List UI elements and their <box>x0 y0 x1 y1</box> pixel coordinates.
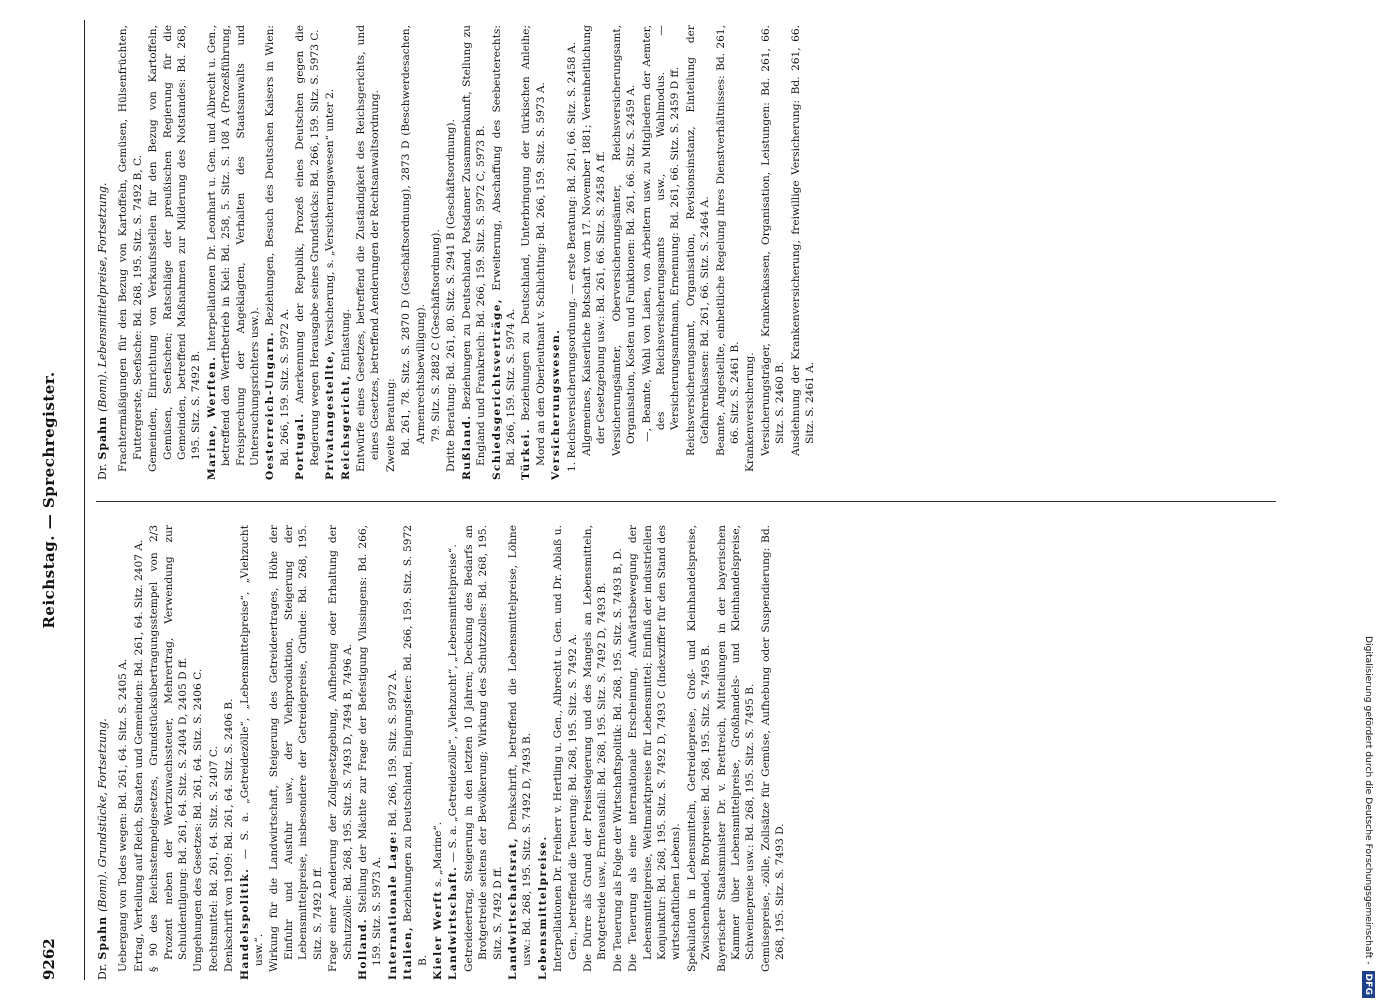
entry-text: Bd. 266, 159. Sitz. S. 5972 A. <box>386 669 399 831</box>
register-entry <box>626 525 684 980</box>
entry-text: Wirkung für die Landwirtschaft, Steigerung des Getreideertrages, Höhe der Einfuhr und Ausfuhr usw., der Viehproduktion, Steigerung der Lebensmittelpreise, insbesondere der Getreidepreise, Gründe: Bd. 268, 195. Sitz. S. 7492 D ff. <box>268 525 324 972</box>
entry-text: Beziehungen zu Deutschland, Einigungsfeier: Bd. 266, 159. Sitz. S. 5972 B. <box>402 525 429 966</box>
register-entry <box>222 525 236 980</box>
entry-text: Allgemeines, Kaiserliche Botschaft vom 17. November 1881; Vereinheitlichung der Gesetzgebung usw.: Bd. 261, 66. Sitz. S. 2458 A ff. <box>581 25 608 456</box>
register-entry <box>640 25 683 480</box>
entry-keyword: Reichsgericht, <box>339 374 352 480</box>
dfg-logo: DFG <box>1362 971 1375 998</box>
entry-text: Die Dürre als Grund der Preissteigerung und des Mangels an Lebensmitteln, Brotgetreide usw., Ernteausfall: Bd. 268, 195. Sitz. S. 7492 D, 7493 B. <box>582 525 609 972</box>
right-heading-name: Spahn <box>96 415 109 460</box>
right-heading-rest: (Bonn). Lebensmittelpreise, Fortsetzung. <box>96 182 109 412</box>
entry-text: Zweite Beratung: <box>384 378 397 472</box>
entry-text: Erweiterung, Abschaffung des Seebeuterechts: Bd. 266, 159. Sitz. S. 5974 A. <box>490 25 517 466</box>
entry-text: Die Teuerung als eine internationale Erscheinung, Aufwärtsbewegung der Lebensmittelpreise, Weltmarktpreise für Lebensmittel; Einfluß der industriellen Konjunktur: Bd. 268, 195. Sitz. S. 7492 D, 7493 C (Indexziffer für den Stand des wirtschaftlichen Lebens). <box>627 525 683 972</box>
entry-text: Rechtsmittel: Bd. 261, 64. Sitz. S. 2407 C. <box>207 746 220 972</box>
entry-text: Uebergang von Todes wegen: Bd. 261, 64. Sitz. S. 2405 A. <box>117 658 130 972</box>
register-entry <box>116 25 145 480</box>
entry-text: Bayerischer Staatsminister Dr. v. Brettreich, Mitteilungen in der bayerischen Kammer über Lebensmittelpreise, Großhandels- und Kleinhandelspreise, Schweinepreise usw.: Bd. 268, 195. Sitz. S. 7495 B. <box>715 525 757 972</box>
credit-text: Digitalisierung gefördert durch die Deutsche Forschungsgemeinschaft - <box>1363 635 1374 965</box>
register-entry <box>714 25 743 480</box>
entry-text: Bd. 261, 78. Sitz. S. 2870 D (Geschäftsordnung), 2873 D (Beschwerdesachen, Armenrechtsbewilligung). <box>400 25 427 456</box>
entry-keyword: Privatangestellte, <box>324 349 337 480</box>
entry-text: Stellung der Mächte zur Frage der Befestigung Vlissingens: Bd. 266, 159. Sitz. S. 5973 A. <box>356 525 384 966</box>
entry-text: Beziehungen zu Deutschland, Unterbringung der türkischen Anleihe; Mord an den Oberleutnant v. Schlichting: Bd. 266, 159. Sitz. S. 5973 A. <box>520 25 547 466</box>
register-entry <box>759 25 788 480</box>
entry-text: § 90 des Reichsstempelgesetzes, Grundstücksübertragungsstempel von 2/3 Prozent neben der Wertzuwachssteuer, Mehrertrag, Verwendung zur Schuldentilgung: Bd. 261, 64. Sitz. S. 2404 D, 2405 D ff. <box>148 525 190 972</box>
left-heading-name: Spahn <box>96 915 109 960</box>
register-entry <box>789 25 818 480</box>
register-entry <box>684 25 713 480</box>
register-entry <box>490 25 519 480</box>
register-entry <box>386 525 400 980</box>
register-entry <box>401 525 430 980</box>
entry-text: Entlastung. <box>339 308 352 375</box>
entry-text: Versicherung, s. „Versicherungswesen“ unter 2. <box>324 88 337 350</box>
entry-text: Versicherungsämter, Oberversicherungsämter, Reichsversicherungsamt, Organisation, Kosten und Funktionen: Bd. 261, 66. Sitz. S. 2459 A. <box>610 25 638 456</box>
left-heading-rest: (Bonn). Grundstücke, Fortsetzung. <box>96 718 109 912</box>
left-column-heading <box>96 525 110 980</box>
register-entry <box>354 25 383 480</box>
entry-text: Denkschrift von 1909: Bd. 261, 64. Sitz. S. 2406 B. <box>223 698 236 972</box>
entry-text: Beziehungen, Besuch des Deutschen Kaisers in Wien: Bd. 266, 159. Sitz. S. 5972 A. <box>264 25 291 466</box>
register-entry <box>399 25 428 480</box>
entry-keyword: Kieler Werft <box>431 890 444 980</box>
entry-text: Die Teuerung als Folge der Wirtschaftspolitik: Bd. 268, 195. Sitz. S. 7493 B, D. <box>611 548 624 972</box>
entry-text: — S. a. „Getreidezölle“, „Lebensmittelpreise“, „Viehzucht usw.“. <box>238 525 266 966</box>
register-entry <box>147 525 190 980</box>
entry-text: Umgehungen des Gesetzes: Bd. 261, 64. Sitz. S. 2406 C. <box>192 668 205 972</box>
register-entry <box>384 25 398 480</box>
entry-text: Entwürfe eines Gesetzes, betreffend die Zuständigkeit des Reichsgerichts, und eines Gesetzes, betreffend Aenderungen der Rechtsanwaltsordnung. <box>354 25 382 472</box>
entry-text: s. „Marine“. <box>431 821 444 891</box>
entry-text: Dritte Beratung: Bd. 261, 80. Sitz. S. 2941 B (Geschäftsordnung). <box>445 119 458 472</box>
right-heading-prefix: Dr. <box>96 463 109 480</box>
register-entry <box>326 525 355 980</box>
register-entry <box>536 525 550 980</box>
entry-keyword: Lebensmittelpreise. <box>536 835 549 980</box>
entry-text: Getreideertrag, Steigerung in den letzten 10 Jahren; Deckung des Bedarfs an Brotgetreide seitens der Bevölkerung; Wirkung des Schutzzolles: Bd. 268, 195. Sitz. S. 7492 D ff. <box>462 525 504 972</box>
entry-text: Krankenversicherung. <box>744 352 757 472</box>
page-number: 9262 <box>40 938 58 980</box>
register-entry <box>685 525 714 980</box>
register-entry <box>580 25 609 480</box>
entry-keyword: Oesterreich-Ungarn. <box>264 331 277 480</box>
register-entry <box>610 25 639 480</box>
right-column <box>96 25 1336 480</box>
register-entry <box>132 525 146 980</box>
register-entry <box>323 25 337 480</box>
register-entry <box>581 525 610 980</box>
register-entry <box>238 525 267 980</box>
entry-text: Gemeinden, Einrichtung von Verkaufsstellen für den Bezug von Kartoffeln, Gemüsen, Seefischen; Ratschläge der preußischen Regierung für die Gemeinden, betreffend Maßnahmen zur Milderung des Notstandes: Bd. 268, 195. Sitz. S. 7492 B. <box>147 25 203 472</box>
credit-line <box>1360 8 1376 998</box>
right-column-heading <box>96 25 110 480</box>
register-entry <box>293 25 322 480</box>
register-entry <box>444 25 458 480</box>
register-entry <box>565 25 579 480</box>
entry-text: Gemüsepreise, -zölle, Zollsätze für Gemüse, Aufhebung oder Suspendierung: Bd. 268, 195. Sitz. S. 7493 D. <box>759 525 787 972</box>
entry-text: Anerkennung der Republik, Prozeß eines Deutschen gegen die Regierung wegen Herausgabe seines Grundstücks: Bd. 266, 159. Sitz. S. 5973 C. <box>294 25 321 466</box>
entry-text: Frage einer Aenderung der Zollgesetzgebung, Aufhebung oder Erhaltung der Schutzzölle: Bd. 268, 195. Sitz. S. 7493 D, 7494 B, 7496 A. <box>327 525 354 972</box>
entry-keyword: Schiedsgerichtsverträge, <box>490 298 503 480</box>
register-entry <box>116 525 130 980</box>
digitization-credit <box>1360 8 1376 998</box>
column-separator <box>96 501 1276 502</box>
entry-text: Denkschrift, betreffend die Lebensmittelpreise, Löhne usw.: Bd. 268, 195. Sitz. S. 7492 D, 7493 B. <box>506 525 534 966</box>
entry-text: Interpellationen Dr. Freiherr v. Hertling u. Gen., Albrecht u. Gen. und Dr. Ablaß u. Gen., betreffend die Teuerung: Bd. 268, 195. Sitz. S. 7492 A. <box>552 525 579 972</box>
register-entry <box>743 25 757 480</box>
entry-keyword: Handelspolitik. <box>238 867 251 980</box>
entry-text: Reichsversicherungsamt, Organisation, Revisionsinstanz, Einteilung der Gefahrenklassen: Bd. 261, 66. Sitz. S. 2464 A. <box>684 25 712 456</box>
entry-text: —, Beamte, Wahl von Laien, von Arbeitern usw. zu Mitgliedern der Aemter, des Reichsversicherungsamts usw., Wahlmodus. — Versicherungsamtmann, Ernennung: Bd. 261, 66. Sitz. S. 2459 D ff. <box>640 25 682 442</box>
entry-text: Spekulation in Lebensmitteln, Getreidepreise, Groß- und Kleinhandelspreise, Zwischenhandel, Brotpreise: Bd. 268, 195. Sitz. S. 7495 B. <box>685 525 713 972</box>
entry-text: Beziehungen zu Deutschland, Potsdamer Zusammenkunft, Stellung zu England und Frankreich: Bd. 266, 159. Sitz. S. 5972 C, 5973 B. <box>460 25 488 466</box>
entry-text: Beamte, Angestellte, einheitliche Regelung ihres Dienstverhältnisses: Bd. 261, 66. Sitz. S. 2461 B. <box>714 25 742 456</box>
register-entry <box>267 525 325 980</box>
entry-text: Interpellationen Dr. Leonhart u. Gen. und Albrecht u. Gen., betreffend den Werftbetrieb in Kiel: Bd. 258, 5. Sitz. S. 108 A (Prozeßführung, Freisprechung der Angeklagten, Verhalten des Staatsanwalts und Untersuchungsrichters usw.). <box>205 25 262 466</box>
header-rule <box>84 20 85 980</box>
entry-keyword: Landwirtschaft. <box>447 865 460 980</box>
register-entry <box>715 525 758 980</box>
register-entry <box>431 525 445 980</box>
register-entry <box>519 25 548 480</box>
left-column <box>96 525 1336 980</box>
entry-keyword: Türkei. <box>520 428 533 480</box>
register-entry <box>339 25 353 480</box>
register-entry <box>462 525 505 980</box>
entry-text: Ertrag, Verteilung auf Reich, Staaten und Gemeinden: Bd. 261, 64. Sitz. 2407 A. <box>132 539 145 972</box>
register-entry <box>429 25 443 480</box>
register-entry <box>759 525 788 980</box>
entry-text: Versicherungsträger, Krankenkassen, Organisation, Leistungen: Bd. 261, 66. Sitz. S. 2460 B. <box>759 25 787 456</box>
entry-text: Ausdehnung der Krankenversicherung, freiwillige Versicherung: Bd. 261, 66. Sitz. S. 2461 A. <box>789 25 817 456</box>
entry-text: 79. Sitz. S. 2882 C (Geschäftsordnung). <box>429 229 442 442</box>
register-entry <box>205 25 263 480</box>
register-entry <box>356 525 385 980</box>
register-entry <box>191 525 205 980</box>
register-entry <box>446 525 460 980</box>
register-entry <box>611 525 625 980</box>
register-entry <box>460 25 489 480</box>
register-entry <box>506 525 535 980</box>
entry-keyword: Versicherungswesen. <box>550 328 563 480</box>
entry-keyword: Marine, Werften. <box>205 355 218 480</box>
register-entry <box>551 525 580 980</box>
running-title: Reichstag. — Sprechregister. <box>40 371 58 629</box>
register-entry <box>146 25 204 480</box>
register-entry <box>207 525 221 980</box>
entry-text: — S. a. „Getreidezölle“, „Viehzucht“, „Lebensmittelpreise“. <box>447 544 460 866</box>
entry-keyword: Internationale Lage: <box>386 830 399 980</box>
entry-keyword: Italien, <box>402 925 415 980</box>
running-head <box>40 20 80 980</box>
register-entry <box>263 25 292 480</box>
entry-text: 1. Reichsversicherungsordnung. — erste Beratung: Bd. 261, 66. Sitz. S. 2458 A. <box>565 42 578 472</box>
entry-keyword: Landwirtschaftsrat, <box>506 836 519 980</box>
left-heading-prefix: Dr. <box>96 963 109 980</box>
entry-keyword: Rußland. <box>460 414 473 480</box>
entry-keyword: Holland. <box>356 918 369 980</box>
entry-keyword: Portugal. <box>294 412 307 480</box>
entry-text: Frachtermäßigungen für den Bezug von Kartoffeln, Gemüsen, Hülsenfrüchten, Futtergerste, Seefische: Bd. 268, 195. Sitz. S. 7492 B, C. <box>117 25 144 472</box>
register-entry <box>549 25 563 480</box>
